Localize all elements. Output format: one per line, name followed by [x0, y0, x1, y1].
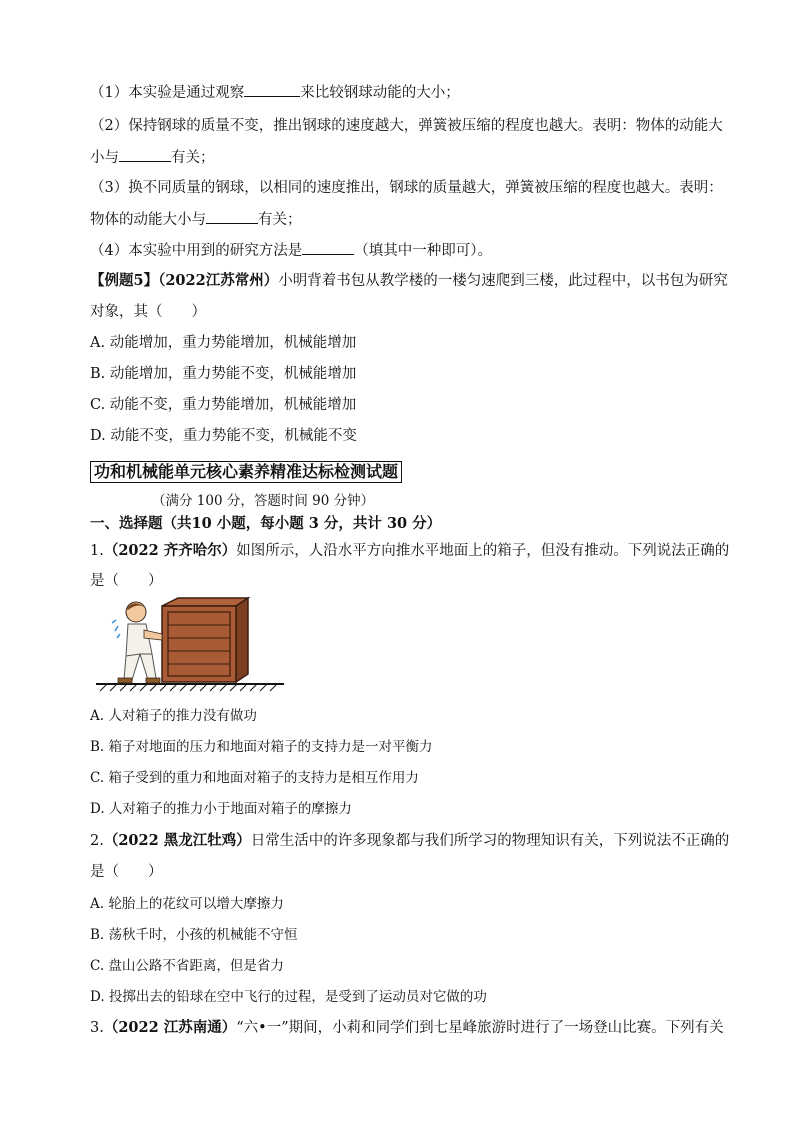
test-title: 功和机械能单元核心素养精准达标检测试题 [90, 461, 402, 483]
example5-option-b: B. 动能增加，重力势能不变，机械能增加 [90, 366, 357, 382]
question-2-line1 [90, 831, 729, 851]
q4-text-a: （4）本实验中用到的研究方法是 [90, 243, 303, 259]
question-2-line2: 是（ ） [90, 864, 163, 880]
question-1-option-a: A. 人对箱子的推力没有做功 [90, 708, 257, 724]
q2-text-a: 小与 [90, 150, 119, 166]
q3-text-a: 物体的动能大小与 [90, 212, 206, 228]
q3-text-b: 有关； [258, 212, 302, 228]
example5-line1 [90, 271, 728, 291]
question-2-option-b: B. 荡秋千时，小孩的机械能不守恒 [90, 927, 298, 943]
example5-option-c: C. 动能不变，重力势能增加，机械能增加 [90, 397, 357, 413]
section-heading: 一、选择题（共10 小题，每小题 3 分，共计 30 分） [90, 515, 442, 532]
q2-line1: （2）保持钢球的质量不变，推出钢球的速度越大，弹簧被压缩的程度也越大。表明：物体的动能大 [90, 118, 723, 134]
question-text: 如图所示，人沿水平方向推水平地面上的箱子，但没有推动。下列说法正确的 [236, 543, 730, 559]
q3-line1: （3）换不同质量的钢球，以相同的速度推出，钢球的质量越大，弹簧被压缩的程度也越大。表明： [90, 180, 723, 196]
q3-line2 [90, 209, 302, 230]
question-source: （2022 江苏南通） [103, 1019, 237, 1036]
q2-text-b: 有关； [171, 150, 215, 166]
answer-blank[interactable] [244, 82, 300, 97]
q4-text-b: （填其中一种即可）。 [354, 243, 492, 259]
q2-line2 [90, 147, 215, 168]
question-1-line2: 是（ ） [90, 573, 163, 589]
question-number: 1. [90, 543, 104, 559]
question-1-line1 [90, 541, 729, 561]
example5-tag: 【例题5】（2022江苏常州） [90, 272, 279, 289]
question-source: （2022 齐齐哈尔） [103, 542, 237, 559]
answer-blank[interactable] [302, 240, 354, 255]
question-2-option-a: A. 轮胎上的花纹可以增大摩擦力 [90, 896, 284, 912]
person-figure [112, 602, 162, 683]
test-subtitle: （满分 100 分，答题时间 90 分钟） [152, 493, 375, 509]
question-1-option-b: B. 箱子对地面的压力和地面对箱子的支持力是一对平衡力 [90, 739, 433, 755]
question-text: “六•一”期间，小莉和同学们到七星峰旅游时进行了一场登山比赛。下列有关 [236, 1020, 724, 1036]
q1-text-b: 来比较钢球动能的大小； [300, 85, 460, 101]
answer-blank[interactable] [206, 209, 258, 224]
question-1-option-d: D. 人对箱子的推力小于地面对箱子的摩擦力 [90, 801, 352, 817]
question-source: （2022 黑龙江牡鸡） [103, 832, 251, 849]
example5-text2: 对象，其（ ） [90, 304, 206, 320]
question-number: 3. [90, 1020, 104, 1036]
example5-option-a: A. 动能增加，重力势能增加，机械能增加 [90, 335, 357, 351]
q1-line [90, 82, 460, 103]
q4-line [90, 240, 492, 261]
question-3-line1 [90, 1018, 724, 1038]
q1-text-a: （1）本实验是通过观察 [90, 85, 245, 101]
question-1-option-c: C. 箱子受到的重力和地面对箱子的支持力是相互作用力 [90, 770, 419, 786]
person-pushing-box-illustration [96, 596, 286, 692]
example5-option-d: D. 动能不变，重力势能不变，机械能不变 [90, 428, 357, 444]
wooden-crate [162, 598, 248, 682]
ground-hatch [100, 684, 277, 691]
example5-text1: 小明背着书包从教学楼的一楼匀速爬到三楼，此过程中，以书包为研究 [278, 273, 728, 289]
answer-blank[interactable] [119, 147, 171, 162]
question-2-option-c: C. 盘山公路不省距离，但是省力 [90, 958, 284, 974]
question-number: 2. [90, 833, 104, 849]
question-text: 日常生活中的许多现象都与我们所学习的物理知识有关，下列说法不正确的 [250, 833, 730, 849]
question-2-option-d: D. 投掷出去的铅球在空中飞行的过程，是受到了运动员对它做的功 [90, 989, 487, 1005]
